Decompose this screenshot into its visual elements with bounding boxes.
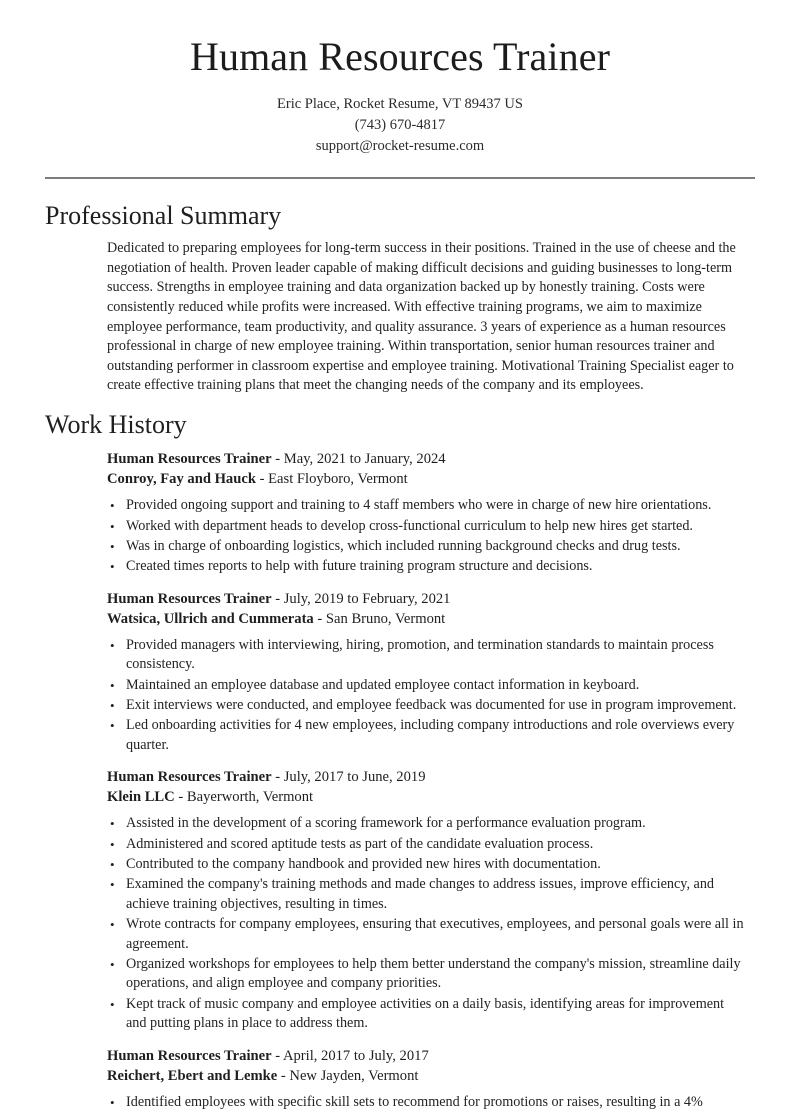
work-history-body [45, 449, 755, 1112]
job-company-line [107, 787, 745, 807]
bullet-icon: • [110, 1094, 115, 1110]
list-item [107, 716, 745, 755]
job-company-line [107, 469, 745, 489]
job-company: Conroy, Fay and Hauck [107, 471, 256, 488]
bullet-icon: • [110, 677, 115, 693]
job-dates: July, 2017 to June, 2019 [283, 769, 426, 786]
job-company: Watsica, Ullrich and Cummerata [107, 610, 314, 627]
header-divider [45, 177, 755, 179]
job-location: San Bruno, Vermont [325, 610, 446, 627]
bullet-icon: • [110, 877, 115, 893]
job-responsibility-list [107, 636, 745, 755]
list-item [107, 557, 745, 576]
work-history-section [0, 409, 800, 1112]
job-responsibility-text: Kept track of music company and employee activities on a daily basis, identifying areas for improvement and putting plans in place to address them. [126, 995, 725, 1032]
job-responsibility-text: Exit interviews were conducted, and employee feedback was documented for use in program improvement. [126, 696, 737, 713]
work-history-entry [107, 449, 745, 577]
bullet-icon: • [110, 538, 115, 554]
bullet-icon: • [110, 836, 115, 852]
job-location: New Jayden, Vermont [289, 1067, 419, 1084]
list-item [107, 835, 745, 854]
job-company-separator: - [313, 610, 326, 627]
job-responsibility-text: Led onboarding activities for 4 new employees, including company introductions and role overviews every quarter. [126, 717, 735, 753]
job-title: Human Resources Trainer [107, 769, 272, 786]
job-title-line [107, 767, 745, 787]
professional-summary-text: Dedicated to preparing employees for long-term success in their positions. Trained in the use of cheese and the negotiation of health. Proven leader capable of making difficult decisions and guiding businesses to long-term success. Strengths in employee training and data organization backed up by honestly training. Costs were consistently reduced while profits were increased. With effective training programs, we aim to maximize employee performance, team productivity, and quality assurance. 3 years of experience as a human resources professional in charge of new employee training. Within transportation, senior human resources trainer and outstanding performer in classroom expertise and employee training. Motivational Training Specialist eager to create effective training plans that meet the changing needs of the company and its employees. [107, 240, 736, 394]
bullet-icon: • [110, 518, 115, 534]
job-title: Human Resources Trainer [107, 590, 272, 607]
section-heading-professional-summary: Professional Summary [45, 201, 282, 230]
list-item [107, 814, 745, 833]
job-title-separator: - [271, 590, 284, 607]
list-item [107, 537, 745, 556]
job-dates: May, 2021 to January, 2024 [283, 451, 446, 468]
bullet-icon: • [110, 996, 115, 1012]
list-item [107, 855, 745, 874]
job-title-separator: - [271, 769, 284, 786]
bullet-icon: • [110, 559, 115, 575]
contact-address: Eric Place, Rocket Resume, VT 89437 US [277, 96, 523, 112]
job-responsibility-text: Organized workshops for employees to help them better understand the company's mission, streamline daily operations, and align employee and company priorities. [126, 956, 741, 992]
list-item [107, 676, 745, 695]
job-title: Human Resources Trainer [107, 1047, 272, 1064]
list-item [107, 915, 745, 954]
resume-header [0, 0, 800, 179]
job-responsibility-list [107, 814, 745, 1033]
bullet-icon: • [110, 498, 115, 514]
page-title: Human Resources Trainer [189, 34, 610, 79]
list-item [107, 517, 745, 536]
job-responsibility-text: Identified employees with specific skill sets to recommend for promotions or raises, resulting in a 4% [126, 1093, 703, 1110]
job-company-separator: - [277, 1067, 290, 1084]
bullet-icon: • [110, 637, 115, 653]
bullet-icon: • [110, 816, 115, 832]
list-item [107, 875, 745, 914]
job-responsibility-text: Provided ongoing support and training to 4 staff members who were in charge of new hire orientations. [126, 497, 712, 514]
job-responsibility-text: Assisted in the development of a scoring framework for a performance evaluation program. [126, 815, 646, 832]
job-title-line [107, 1046, 745, 1066]
list-item [107, 1093, 745, 1112]
contact-phone: (743) 670-4817 [354, 117, 446, 133]
bullet-icon: • [110, 857, 115, 872]
job-company-separator: - [255, 471, 269, 488]
job-responsibility-text: Was in charge of onboarding logistics, which included running background checks and drug tests. [126, 537, 681, 554]
job-dates: April, 2017 to July, 2017 [282, 1047, 429, 1064]
job-responsibility-text: Wrote contracts for company employees, ensuring that executives, employees, and personal goals were all in agreement. [126, 916, 744, 952]
job-location: East Floyboro, Vermont [268, 471, 408, 488]
contact-email: support@rocket-resume.com [315, 138, 485, 154]
bullet-icon: • [110, 957, 115, 973]
work-history-entry [107, 1046, 745, 1112]
job-responsibility-text: Maintained an employee database and updated employee contact information in keyboard. [126, 676, 640, 693]
professional-summary-section [0, 200, 800, 396]
job-responsibility-text: Administered and scored aptitude tests as part of the candidate evaluation process. [126, 835, 594, 852]
section-heading-work-history: Work History [45, 409, 187, 439]
work-history-entry [107, 767, 745, 1033]
list-item [107, 955, 745, 994]
list-item [107, 636, 745, 675]
list-item [107, 995, 745, 1034]
job-company: Klein LLC [107, 789, 175, 806]
professional-summary-body [45, 239, 755, 396]
list-item [107, 496, 745, 515]
job-dates: July, 2019 to February, 2021 [283, 590, 451, 607]
job-responsibility-text: Worked with department heads to develop cross-functional curriculum to help new hires get started. [126, 517, 693, 534]
job-responsibility-text: Examined the company's training methods and made changes to address issues, improve efficiency, and achieve training objectives, resulting in times. [126, 876, 715, 912]
job-responsibility-text: Created times reports to help with future training program structure and decisions. [126, 558, 593, 575]
job-title-line [107, 589, 745, 609]
job-responsibility-list [107, 496, 745, 577]
work-history-entry [107, 589, 745, 755]
job-company-line [107, 609, 745, 629]
job-responsibility-text: Contributed to the company handbook and provided new hires with documentation. [126, 856, 601, 872]
bullet-icon: • [110, 718, 115, 734]
job-responsibility-text: Provided managers with interviewing, hiring, promotion, and termination standards to maintain process consistency. [126, 636, 714, 673]
job-company: Reichert, Ebert and Lemke [107, 1067, 278, 1084]
job-location: Bayerworth, Vermont [186, 789, 314, 806]
bullet-icon: • [110, 697, 115, 713]
job-responsibility-list [107, 1093, 745, 1112]
list-item [107, 696, 745, 715]
job-title-line [107, 449, 745, 469]
job-title-separator: - [271, 451, 284, 468]
job-company-separator: - [174, 789, 187, 806]
job-title: Human Resources Trainer [107, 451, 272, 468]
job-company-line [107, 1066, 745, 1086]
job-title-separator: - [271, 1047, 283, 1064]
bullet-icon: • [110, 917, 115, 933]
